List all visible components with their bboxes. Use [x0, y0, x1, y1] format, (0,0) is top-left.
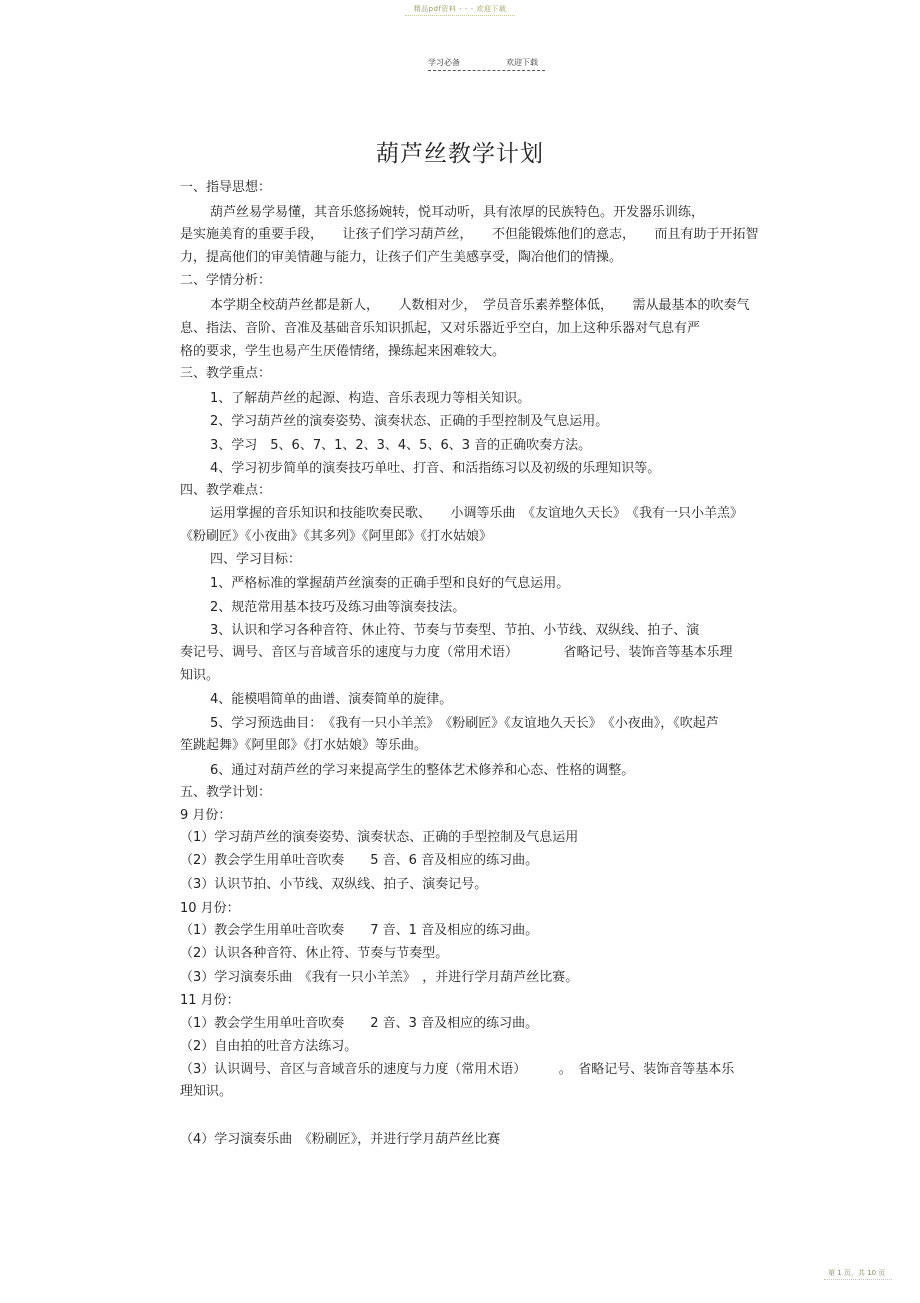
paragraph-line: 格的要求，学生也易产生厌倦情绪，操练起来困难较大。	[180, 344, 506, 359]
section-heading: 四、教学难点：	[180, 483, 272, 498]
month-heading: 9 月份：	[180, 808, 232, 823]
paragraph-line: 笙跳起舞》《阿里郎》《打水姑娘》等乐曲。	[180, 738, 428, 753]
list-item: （1）学习葫芦丝的演奏姿势、演奏状态、正确的手型控制及气息运用	[180, 830, 579, 845]
list-item: （3）学习演奏乐曲 《我有一只小羊羔》 ，并进行学月葫芦丝比赛。	[180, 970, 579, 985]
paragraph-line: 奏记号、调号、音区与音域音乐的速度与力度（常用术语） 省略记号、装饰音等基本乐理	[180, 645, 733, 660]
list-item: 3、学习 5、6、7、1、2、3、4、5、6、3 音的正确吹奏方法。	[210, 438, 592, 453]
list-item: （3）认识节拍、小节线、双纵线、拍子、演奏记号。	[180, 877, 488, 892]
list-item: 3、认识和学习各种音符、休止符、节奏与节奏型、节拍、小节线、双纵线、拍子、演	[210, 623, 700, 638]
list-item: 6、通过对葫芦丝的学习来提高学生的整体艺术修养和心态、性格的调整。	[210, 763, 635, 778]
list-item: （3）认识调号、音区与音域音乐的速度与力度（常用术语） 。 省略记号、装饰音等基本乐	[180, 1062, 735, 1077]
list-item: （4）学习演奏乐曲 《粉刷匠》，并进行学月葫芦丝比赛	[180, 1132, 501, 1147]
list-item: 2、学习葫芦丝的演奏姿势、演奏状态、正确的手型控制及气息运用。	[210, 414, 609, 429]
month-heading: 10 月份：	[180, 901, 240, 916]
section-heading: 二、学情分析：	[180, 273, 272, 288]
page-header	[428, 57, 545, 68]
header-divider	[428, 70, 545, 71]
header-right: 欢迎下载	[506, 58, 538, 67]
paragraph-line: 运用掌握的音乐知识和技能吹奏民歌、 小调等乐曲 《友谊地久天长》 《我有一只小羊羔》	[210, 506, 744, 521]
list-item: 1、了解葫芦丝的起源、构造、音乐表现力等相关知识。	[210, 391, 531, 406]
paragraph-line: 是实施美育的重要手段， 让孩子们学习葫芦丝， 不但能锻炼他们的意志， 而且有助于开拓智	[180, 227, 759, 242]
paragraph-line: 息、指法、音阶、音准及基础音乐知识抓起，又对乐器近乎空白，加上这种乐器对气息有严	[180, 321, 701, 336]
month-heading: 11 月份：	[180, 993, 240, 1008]
list-item: 5、学习预选曲目： 《我有一只小羊羔》 《粉刷匠》《友谊地久天长》 《小夜曲》，《吹起芦	[210, 716, 719, 731]
section-heading: 三、教学重点：	[180, 366, 272, 381]
list-item: （1）教会学生用单吐音吹奏 2 音、3 音及相应的练习曲。	[180, 1016, 539, 1031]
paragraph-line: 《粉刷匠》《小夜曲》《其多列》《阿里郎》《打水姑娘》	[180, 529, 493, 544]
page-title: 葫芦丝教学计划	[376, 141, 544, 167]
paragraph-line: 力，提高他们的审美情趣与能力，让孩子们产生美感享受，陶冶他们的情操。	[180, 250, 623, 265]
banner-divider	[405, 15, 515, 16]
paragraph-line: 知识。	[180, 668, 220, 683]
list-item: 1、严格标准的掌握葫芦丝演奏的正确手型和良好的气息运用。	[210, 576, 570, 591]
paragraph-line: 本学期全校葫芦丝都是新人， 人数相对少， 学员音乐素养整体低， 需从最基本的吹奏气	[210, 298, 750, 313]
paragraph-line: 葫芦丝易学易懂，其音乐悠扬婉转，悦耳动听，具有浓厚的民族特色。开发器乐训练，	[210, 205, 705, 220]
top-banner	[0, 4, 920, 14]
page-number: 第 1 页，共 10 页	[828, 1269, 886, 1277]
list-item: （2）教会学生用单吐音吹奏 5 音、6 音及相应的练习曲。	[180, 853, 539, 868]
list-item: 2、规范常用基本技巧及练习曲等演奏技法。	[210, 600, 466, 615]
banner-text: 精品pdf资料 - - - 欢迎下载	[413, 5, 507, 13]
page-footer	[828, 1268, 885, 1278]
section-heading: 四、学习目标：	[210, 552, 302, 567]
section-heading: 五、教学计划：	[180, 785, 272, 800]
list-item: （2）认识各种音符、休止符、节奏与节奏型。	[180, 946, 449, 961]
footer-divider	[824, 1279, 892, 1280]
list-item: （1）教会学生用单吐音吹奏 7 音、1 音及相应的练习曲。	[180, 923, 539, 938]
list-item: 4、能模唱简单的曲谱、演奏简单的旋律。	[210, 692, 453, 707]
list-item: （2）自由拍的吐音方法练习。	[180, 1039, 358, 1054]
paragraph-line: 理知识。	[180, 1084, 233, 1099]
header-left: 学习必备	[428, 58, 460, 67]
list-item: 4、学习初步简单的演奏技巧单吐、打音、和活指练习以及初级的乐理知识等。	[210, 461, 661, 476]
section-heading: 一、指导思想：	[180, 180, 272, 195]
